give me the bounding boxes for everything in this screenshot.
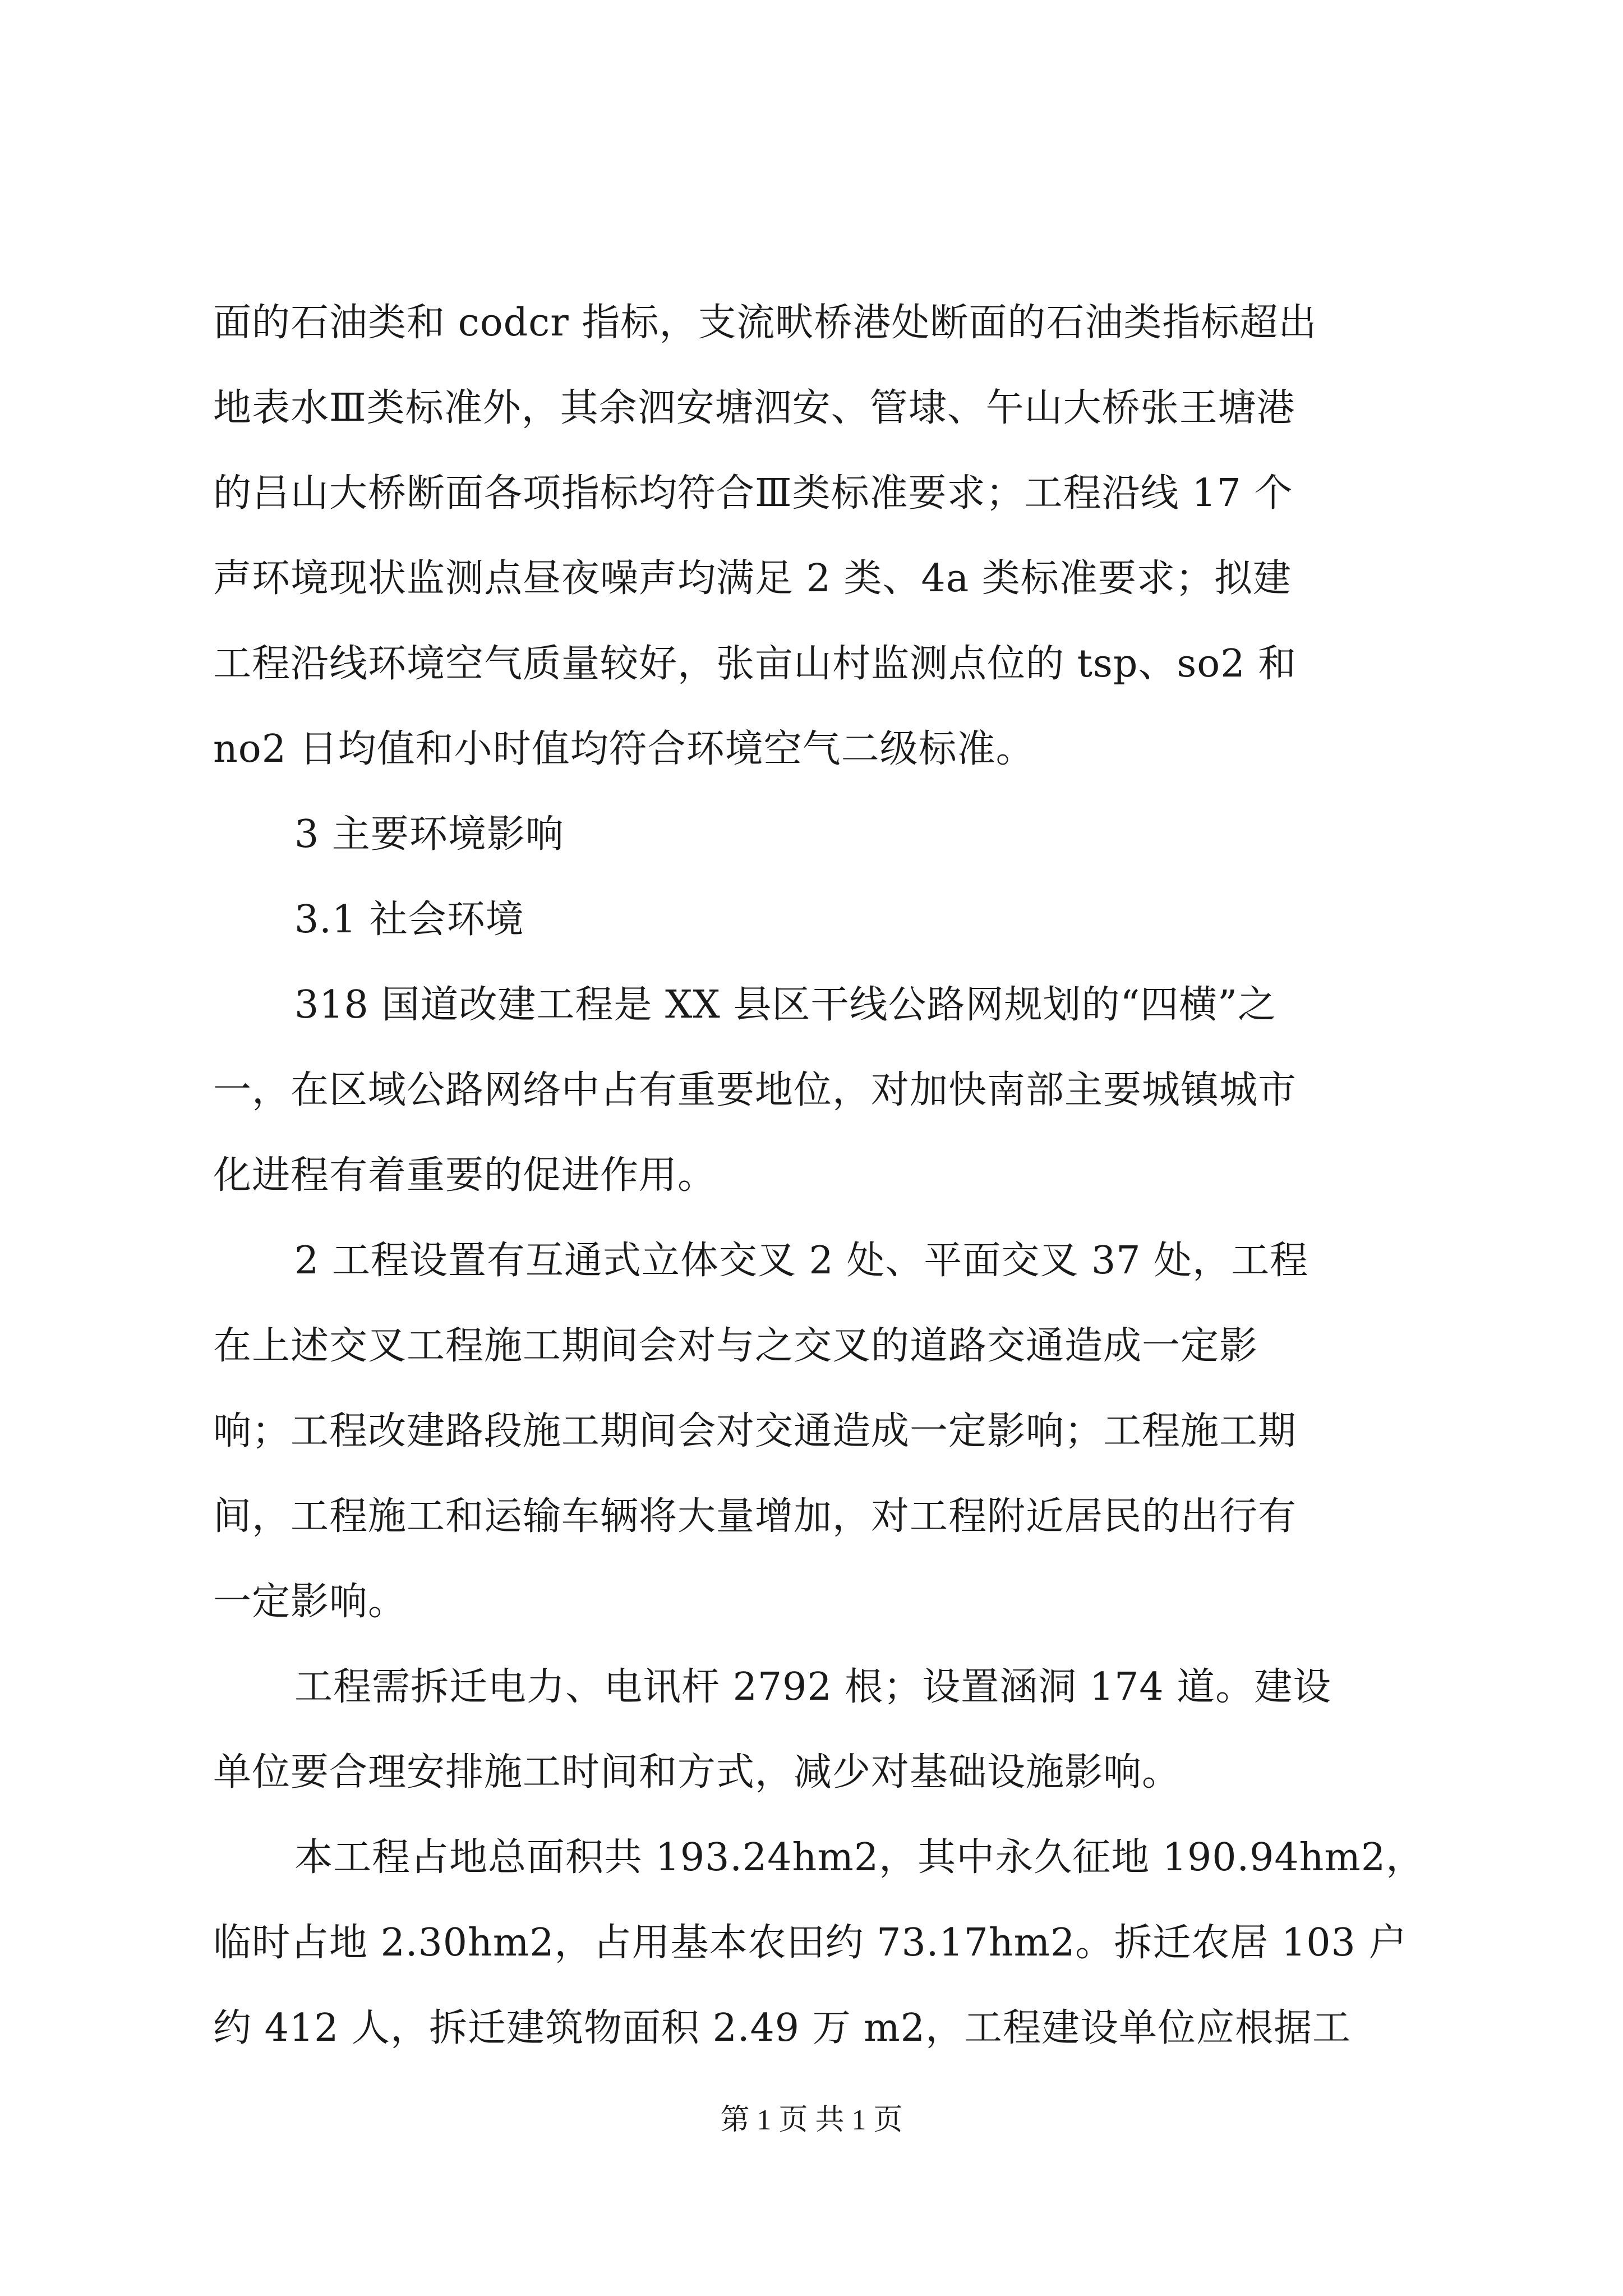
text-line: 工程沿线环境空气质量较好，张亩山村监测点位的 tsp、so2 和 xyxy=(213,642,1297,686)
text-line: 2 工程设置有互通式立体交叉 2 处、平面交叉 37 处，工程 xyxy=(294,1239,1309,1283)
subsection-heading: 3.1 社会环境 xyxy=(294,898,524,942)
text-line: 声环境现状监测点昼夜噪声均满足 2 类、4a 类标准要求；拟建 xyxy=(213,556,1292,601)
text-line: 间，工程施工和运输车辆将大量增加，对工程附近居民的出行有 xyxy=(213,1494,1297,1539)
text-line: no2 日均值和小时值均符合环境空气二级标准。 xyxy=(213,727,1035,771)
text-line: 的吕山大桥断面各项指标均符合Ⅲ类标准要求；工程沿线 17 个 xyxy=(213,471,1293,516)
text-line: 一定影响。 xyxy=(213,1580,407,1624)
text-line: 在上述交叉工程施工期间会对与之交叉的道路交通造成一定影 xyxy=(213,1324,1258,1368)
text-line: 响；工程改建路段施工期间会对交通造成一定影响；工程施工期 xyxy=(213,1409,1297,1453)
document-body xyxy=(213,280,1425,2071)
text-line: 临时占地 2.30hm2，占用基本农田约 73.17hm2。拆迁农居 103 户 xyxy=(213,1921,1408,1965)
text-line: 本工程占地总面积共 193.24hm2，其中永久征地 190.94hm2， xyxy=(294,1835,1425,1880)
text-line: 一，在区域公路网络中占有重要地位，对加快南部主要城镇城市 xyxy=(213,1068,1297,1112)
text-line: 化进程有着重要的促进作用。 xyxy=(213,1153,717,1198)
text-line: 单位要合理安排施工时间和方式，减少对基础设施影响。 xyxy=(213,1750,1181,1795)
section-heading: 3 主要环境影响 xyxy=(294,812,564,857)
text-line: 工程需拆迁电力、电讯杆 2792 根；设置涵洞 174 道。建设 xyxy=(294,1665,1332,1709)
text-line: 约 412 人，拆迁建筑物面积 2.49 万 m2，工程建设单位应根据工 xyxy=(213,2006,1352,2050)
text-line: 318 国道改建工程是 XX 县区干线公路网规划的“四横”之 xyxy=(294,983,1276,1027)
text-line: 地表水Ⅲ类标准外，其余泗安塘泗安、管埭、午山大桥张王塘港 xyxy=(213,386,1295,430)
text-line: 面的石油类和 codcr 指标，支流畎桥港处断面的石油类指标超出 xyxy=(213,301,1317,345)
page-footer: 第 1 页 共 1 页 xyxy=(720,2104,903,2136)
